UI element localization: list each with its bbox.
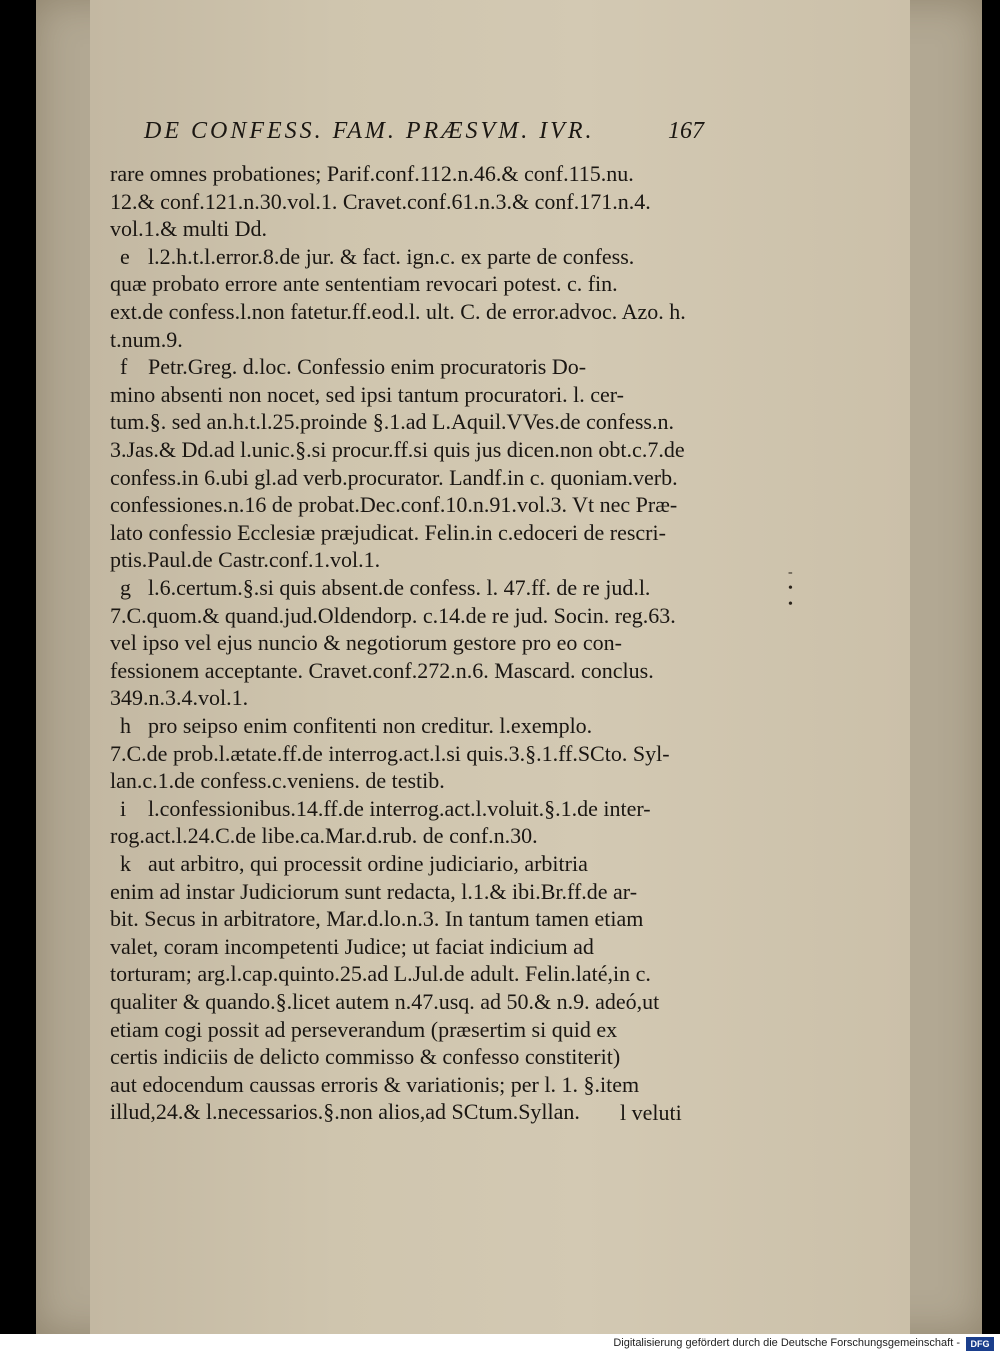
text-line xyxy=(110,659,654,683)
line-text: vel ipso vel ejus nuncio & negotiorum gestore pro eo con- xyxy=(110,630,622,656)
line-text: l.6.certum.§.si quis absent.de confess. l. 47.ff. de re jud.l. xyxy=(148,575,651,600)
line-text: confessiones.n.16 de probat.Dec.conf.10.n.91.vol.3. Vt nec Præ- xyxy=(110,492,678,518)
line-text: Petr.Greg. d.loc. Confessio enim procuratoris Do- xyxy=(148,354,587,380)
line-text: aut edocendum caussas erroris & variationis; per l. 1. §.item xyxy=(110,1071,640,1097)
margin-ink-marks: - • • xyxy=(788,565,793,612)
line-text: l.2.h.t.l.error.8.de jur. & fact. ign.c. ex parte de confess. xyxy=(148,243,635,269)
text-line xyxy=(110,686,248,710)
header-title: DE CONFESS. FAM. PRÆSVM. IVR. xyxy=(144,118,595,144)
line-text: lato confessio Ecclesiæ præjudicat. Felin.in c.edoceri de rescri- xyxy=(110,519,666,545)
text-line xyxy=(110,466,678,490)
text-line xyxy=(110,1100,580,1124)
text-line xyxy=(120,355,586,379)
line-text: certis indiciis de delicto commisso & confesso constiterit) xyxy=(110,1044,621,1070)
text-line xyxy=(110,824,538,848)
text-line xyxy=(110,272,618,296)
line-text: pro seipso enim confitenti non creditur. l.exemplo. xyxy=(148,713,593,738)
line-text: valet, coram incompetenti Judice; ut faciat indicium ad xyxy=(110,933,594,959)
line-text: illud,24.& l.necessarios.§.non alios,ad SCtum.Syllan. xyxy=(110,1099,580,1125)
text-line xyxy=(110,190,651,214)
line-text: qualiter & quando.§.licet autem n.47.usq. ad 50.& n.9. adeó,ut xyxy=(110,989,660,1014)
text-line xyxy=(110,631,622,655)
text-line xyxy=(110,328,183,352)
line-text: t.num.9. xyxy=(110,326,183,352)
text-line xyxy=(110,907,643,931)
text-line xyxy=(110,604,676,628)
page-number: 167 xyxy=(668,118,704,144)
text-line xyxy=(120,797,651,821)
line-text: aut arbitro, qui processit ordine judiciario, arbitria xyxy=(148,851,588,876)
line-text: fessionem acceptante. Cravet.conf.272.n.6. Mascard. conclus. xyxy=(110,657,654,683)
text-line xyxy=(110,300,686,324)
line-text: etiam cogi possit ad perseverandum (præsertim si quid ex xyxy=(110,1016,618,1042)
text-line xyxy=(110,521,666,545)
line-text: 3.Jas.& Dd.ad l.unic.§.si procur.ff.si quis jus dicen.non obt.c.7.de xyxy=(110,437,685,462)
text-line xyxy=(110,742,670,766)
line-text: 349.n.3.4.vol.1. xyxy=(110,685,249,711)
running-header xyxy=(144,118,704,145)
text-line xyxy=(110,493,677,517)
text-line xyxy=(120,576,650,600)
line-text: ptis.Paul.de Castr.conf.1.vol.1. xyxy=(110,547,381,573)
line-text: enim ad instar Judiciorum sunt redacta, l.1.& ibi.Br.ff.de ar- xyxy=(110,878,638,904)
text-line xyxy=(110,935,594,959)
text-line xyxy=(110,1045,620,1069)
text-line xyxy=(110,1018,617,1042)
text-line xyxy=(110,410,674,434)
footnote-marker: k xyxy=(120,851,131,876)
text-line xyxy=(110,217,267,241)
line-text: confess.in 6.ubi gl.ad verb.procurator. Landf.in c. quoniam.verb. xyxy=(110,464,678,490)
line-text: torturam; arg.l.cap.quinto.25.ad L.Jul.de adult. Felin.laté,in c. xyxy=(110,961,651,987)
footnote-marker: g xyxy=(120,575,131,600)
text-line xyxy=(110,383,624,407)
line-text: bit. Secus in arbitratore, Mar.d.lo.n.3. In tantum tamen etiam xyxy=(110,906,644,932)
text-line xyxy=(120,852,588,876)
footnote-marker: e xyxy=(120,243,130,269)
line-text: l.confessionibus.14.ff.de interrog.act.l.voluit.§.1.de inter- xyxy=(148,795,651,821)
line-text: rare omnes probationes; Parif.conf.112.n.46.& conf.115.nu. xyxy=(110,161,634,186)
footnote-marker: h xyxy=(120,713,131,738)
line-text: mino absenti non nocet, sed ipsi tantum procuratori. l. cer- xyxy=(110,381,624,407)
text-line xyxy=(120,245,634,269)
line-text: 7.C.de prob.l.ætate.ff.de interrog.act.l.si quis.3.§.1.ff.SCto. Syl- xyxy=(110,740,670,766)
text-line xyxy=(110,1073,639,1097)
text-line xyxy=(110,880,637,904)
line-text: vol.1.& multi Dd. xyxy=(110,216,268,242)
dfg-logo: DFG xyxy=(966,1337,994,1351)
footnote-marker: f xyxy=(120,354,128,380)
line-text: rog.act.l.24.C.de libe.ca.Mar.d.rub. de conf.n.30. xyxy=(110,823,538,849)
text-line xyxy=(110,962,651,986)
line-text: ext.de confess.l.non fatetur.ff.eod.l. ult. C. de error.advoc. Azo. h. xyxy=(110,299,686,324)
text-line xyxy=(110,769,445,793)
text-line xyxy=(110,990,659,1014)
text-line xyxy=(110,548,380,572)
digitization-credit: Digitalisierung gefördert durch die Deutsche Forschungsgemeinschaft - xyxy=(613,1337,960,1349)
footnote-marker: i xyxy=(120,795,127,821)
line-text: lan.c.1.de confess.c.veniens. de testib. xyxy=(110,768,445,794)
line-text: tum.§. sed an.h.t.l.25.proinde §.1.ad L.Aquil.VVes.de confess.n. xyxy=(110,409,674,435)
catchword: l veluti xyxy=(620,1100,682,1125)
text-line xyxy=(120,714,592,738)
line-text: 7.C.quom.& quand.jud.Oldendorp. c.14.de re jud. Socin. reg.63. xyxy=(110,602,676,628)
text-line xyxy=(110,162,634,186)
text-line xyxy=(110,438,685,462)
line-text: 12.& conf.121.n.30.vol.1. Cravet.conf.61.n.3.& conf.171.n.4. xyxy=(110,188,651,214)
line-text: quæ probato errore ante sententiam revocari potest. c. fin. xyxy=(110,271,618,297)
